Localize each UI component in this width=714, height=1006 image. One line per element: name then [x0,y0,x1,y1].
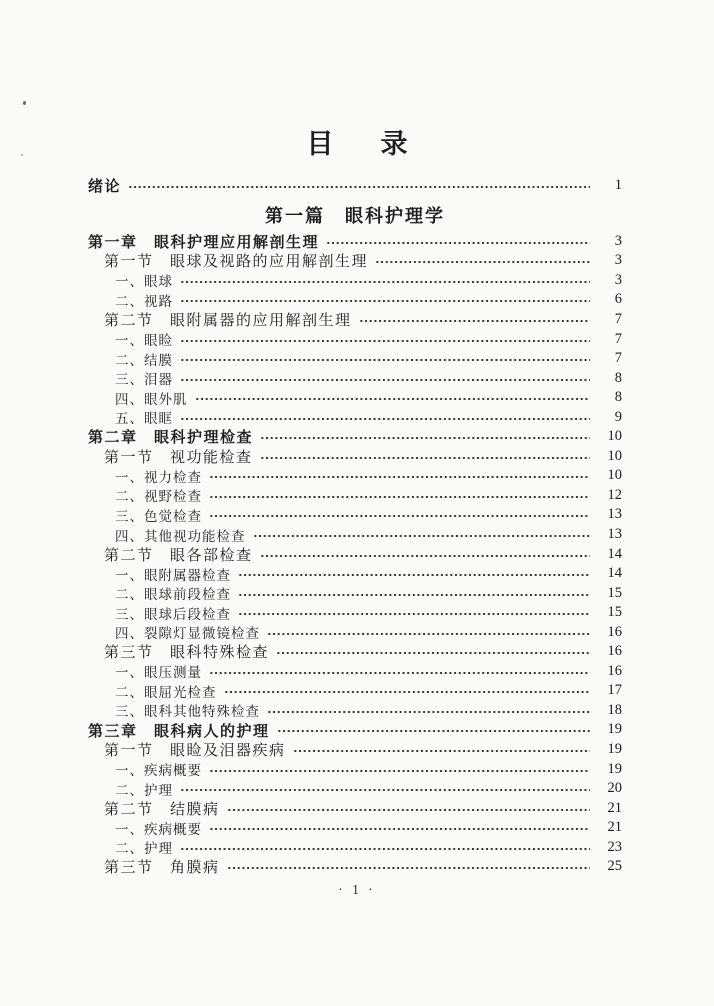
toc-entry-page: 10 [607,467,622,484]
toc-row-item [88,622,622,642]
dot-leader [238,592,590,598]
toc-row-item [88,525,622,545]
dot-leader [209,826,590,832]
toc-row-chapter [88,232,622,252]
toc-entry-label: 四、眼外肌 [115,391,188,407]
dot-leader [209,494,590,500]
toc-entry-label: 一、眼压测量 [115,665,202,681]
toc-row-item [88,466,622,486]
toc-row-item [88,290,622,310]
toc-row-item [88,818,622,838]
toc-row-section [88,857,622,877]
toc-entry-label: 二、视路 [115,293,173,309]
dot-leader [180,377,590,383]
toc-entry-label: 五、眼眶 [115,411,173,427]
toc-row-section [88,251,622,271]
toc-entry-page: 3 [614,232,622,249]
dot-leader [180,846,590,852]
dot-leader [293,748,590,754]
toc-entry-label: 三、泪器 [115,372,173,388]
dot-leader [260,455,590,461]
dot-leader [238,572,590,578]
toc-entry-label: 第二节 眼各部检查 [104,547,253,564]
toc-entry-label: 一、疾病概要 [115,763,202,779]
toc-entry-label: 第一节 视功能检查 [104,449,253,466]
toc-row-item [88,564,622,584]
toc-row-section [88,447,622,467]
toc-row-item [88,349,622,369]
toc-entry-page: 7 [614,311,622,327]
toc-entry-page: 1 [614,177,622,194]
dot-leader [195,396,591,402]
dot-leader [209,768,590,774]
toc-entry-page: 16 [607,662,622,679]
toc-entry-page: 19 [607,760,622,777]
toc-entry-label: 第一节 眼球及视路的应用解剖生理 [104,254,369,271]
toc-entry-page: 16 [607,643,622,660]
toc-entry-page: 14 [607,565,622,582]
toc-entry-label: 三、色觉检查 [115,508,202,524]
toc-row-item [88,681,622,701]
dot-leader [375,259,590,265]
toc-entry-page: 18 [607,701,622,718]
dot-leader [209,474,590,480]
toc-entry-page: 8 [614,369,622,386]
toc-entry-page: 9 [614,408,622,425]
toc-entry-label: 第一章 眼科护理应用解剖生理 [88,234,320,251]
toc-entry-page: 19 [607,721,622,738]
scan-artifact-speck [23,101,26,105]
toc-row-section [88,642,622,662]
toc-row-item [88,388,622,408]
toc-entry-page: 3 [614,252,622,269]
toc-row-item [88,662,622,682]
dot-leader [267,631,590,637]
dot-leader [326,240,590,246]
toc-entry-label: 二、护理 [115,782,173,798]
toc-row-item [88,603,622,623]
dot-leader [227,865,590,871]
toc-row-item [88,368,622,388]
toc-entry-label: 一、疾病概要 [115,821,202,837]
toc-row-section [88,798,622,818]
toc-entry-label: 三、眼科其他特殊检查 [115,704,260,720]
page-number-footer: · 1 · [338,881,376,897]
dot-leader [180,787,590,793]
toc-entry-page: 8 [614,389,622,406]
toc-entry-page: 14 [607,545,622,562]
toc-entry-label: 绪论 [88,179,122,196]
dot-leader [180,298,590,304]
toc-entry-label: 第三节 眼科特殊检查 [104,645,270,662]
dot-leader [359,318,590,324]
toc-row-item [88,779,622,799]
part-heading: 第一篇 眼科护理学 [265,205,445,226]
dot-leader [260,553,590,559]
toc-row-item [88,271,622,291]
toc-entry-label: 二、护理 [115,841,173,857]
toc-entry-label: 一、眼球 [115,274,173,290]
toc-row-chapter [88,176,622,196]
page-title: 目 录 [306,129,418,159]
toc-entry-label: 四、裂隙灯显微镜检查 [115,626,260,642]
toc-entry-page: 12 [607,486,622,503]
dot-leader [180,338,590,344]
toc-entry-label: 一、眼附属器检查 [115,567,231,583]
toc-entry-page: 20 [607,780,622,797]
toc-row-item [88,407,622,427]
dot-leader [209,670,590,676]
toc-row-chapter [88,427,622,447]
toc-row-chapter [88,720,622,740]
toc-row-section [88,310,622,330]
toc-entry-label: 第二节 结膜病 [104,801,220,818]
toc-entry-page: 10 [607,428,622,445]
toc-entry-page: 21 [607,819,622,836]
toc-entry-label: 四、其他视功能检查 [115,528,246,544]
toc-entry-list [88,176,622,877]
dot-leader [227,807,590,813]
toc-entry-page: 7 [614,350,622,367]
toc-entry-label: 第二章 眼科护理检查 [88,430,254,447]
toc-row-section [88,740,622,760]
toc-entry-label: 第二节 眼附属器的应用解剖生理 [104,313,352,330]
toc-entry-label: 第三章 眼科病人的护理 [88,723,270,740]
toc-entry-page: 16 [607,623,622,640]
toc-entry-label: 二、视野检查 [115,489,202,505]
toc-entry-page: 15 [607,584,622,601]
dot-leader [277,728,590,734]
toc-entry-label: 三、眼球后段检查 [115,606,231,622]
toc-entry-page: 15 [607,604,622,621]
dot-leader [224,689,591,695]
toc-row-item [88,838,622,858]
dot-leader [276,650,590,656]
toc-entry-page: 13 [607,506,622,523]
scan-artifact-speck [21,154,23,156]
toc-entry-label: 二、眼屈光检查 [115,684,217,700]
toc-entry-page: 17 [607,682,622,699]
toc-entry-label: 二、眼球前段检查 [115,587,231,603]
dot-leader [267,709,590,715]
toc-row-item [88,486,622,506]
toc-row-item [88,583,622,603]
toc-entry-page: 3 [614,271,622,288]
dot-leader [180,357,590,363]
dot-leader [260,435,590,441]
toc-entry-page: 25 [607,858,622,875]
toc-entry-label: 一、视力检查 [115,469,202,485]
toc-entry-page: 13 [607,526,622,543]
toc-entry-label: 第三节 角膜病 [104,860,220,877]
toc-entry-page: 6 [614,291,622,308]
toc-row-item [88,329,622,349]
toc-row-item [88,759,622,779]
dot-leader [180,279,590,285]
toc-entry-page: 10 [607,447,622,464]
toc-entry-label: 第一节 眼睑及泪器疾病 [104,743,286,760]
toc-entry-label: 二、结膜 [115,352,173,368]
dot-leader [253,533,591,539]
dot-leader [209,513,590,519]
dot-leader [238,611,590,617]
dot-leader [128,184,590,190]
toc-entry-page: 21 [607,799,622,816]
toc-entry-label: 一、眼睑 [115,333,173,349]
toc-row-item [88,701,622,721]
toc-entry-page: 23 [607,838,622,855]
toc-entry-page: 19 [607,741,622,758]
toc-row-section [88,544,622,564]
dot-leader [180,416,590,422]
toc-entry-page: 7 [614,330,622,347]
toc-row-item [88,505,622,525]
